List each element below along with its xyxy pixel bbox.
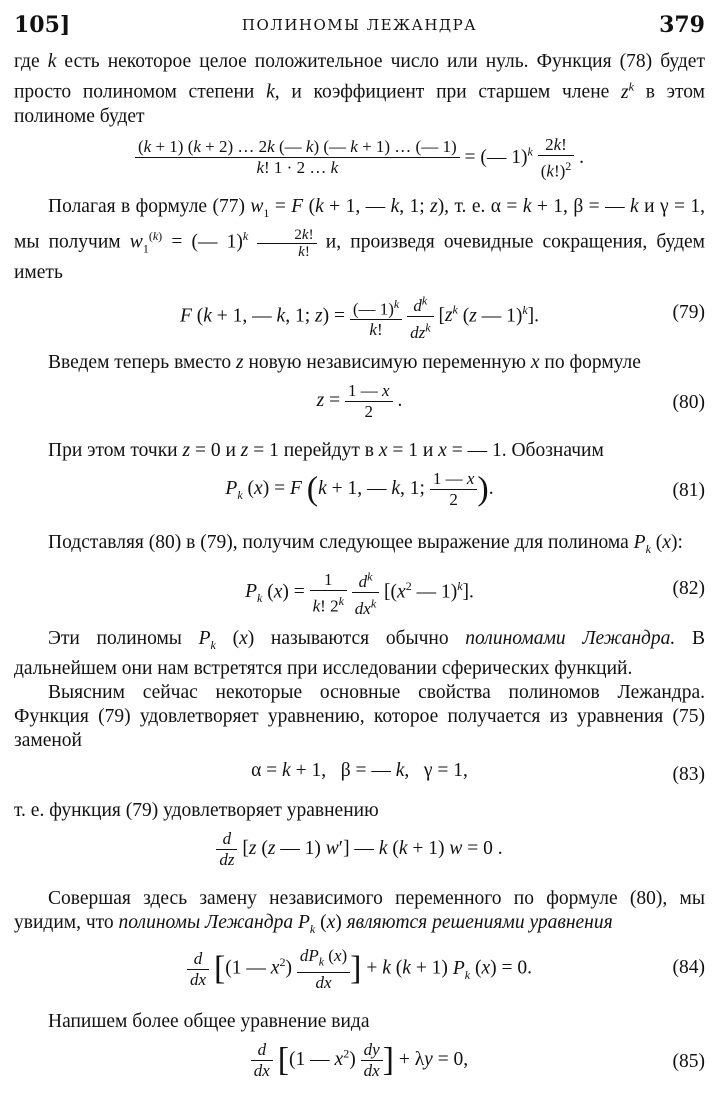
page-header xyxy=(14,8,705,38)
paragraph-substitute-80-79: Подставляя (80) в (79), получим следующее выражение для полинома $P_k$ (x): xyxy=(48,531,683,556)
equation-hypergeometric: $\frac{d}{dz}$ [z (z — 1) w′] — k (k + 1) w = 0 . xyxy=(14,829,705,873)
equation-83: α = k + 1, β = — k, γ = 1, (83) xyxy=(251,759,705,785)
equation-79: F (k + 1, — k, 1; z) = $\frac{(— 1)^k}{k!}$ $\frac{d^k}{dz^k}$ [$z^k$ (z — 1)$^k$]. (79) xyxy=(14,291,705,337)
page-body xyxy=(14,50,705,1096)
paragraph-points: При этом точки z = 0 и z = 1 перейдут в x = 1 и x = — 1. Обозначим xyxy=(48,439,604,461)
equation-number: (79) xyxy=(672,301,705,323)
paragraph-satisfies: т. е. функция (79) удовлетворяет уравнению xyxy=(14,799,379,821)
equation-81: $P_k$ (x) = F (k + 1, — k, 1; $\frac{1 — x}{2}$ ). (81) xyxy=(225,468,705,509)
equation-number: (84) xyxy=(672,957,705,979)
paragraph-general: Напишем более общее уравнение вида xyxy=(48,1011,370,1033)
equation-85: $\frac{d}{dx}$ [(1 — $x^2$) $\frac{dy}{dx}$ ] + λy = 0, (85) xyxy=(14,1040,705,1090)
section-number: 105] xyxy=(14,12,71,38)
equation-84: $\frac{d}{dx}$ [(1 — $x^2$) $\frac{dP_k (x)}{dx}$ ] + k (k + 1) $P_k$ (x) = 0. (84) xyxy=(14,946,705,996)
paragraph-intro: где k есть некоторое целое положительное число или нуль. Функция (78) будет просто полиномом степени k, и коэффициент при старшем члене $z^k$ в этом полиноме будет xyxy=(14,51,705,127)
paragraph-substitution: Полагая в формуле (77) $w_1 = F$ (k + 1, — k, 1; z), т. е. α = k + 1, β = — k и γ = 1, мы получим $w_1^{(k)}$ = (— 1)$^k$ $\frac{2k!}{k!}$ и, произведя очевидные сокращения, будем иметь xyxy=(14,195,706,283)
equation-number: (81) xyxy=(672,479,705,501)
equation-number: (85) xyxy=(672,1051,705,1073)
equation-number: (83) xyxy=(672,763,705,785)
equation-80: z = $\frac{1 — x}{2}$ . (80) xyxy=(316,380,705,421)
equation-number: (80) xyxy=(672,391,705,413)
page-number: 379 xyxy=(659,12,705,38)
paragraph-solutions: Совершая здесь замену независимого переменного по формуле (80), мы увидим, что полиномы Лежандра $P_k$ (x) являются решениями уравнения xyxy=(14,887,705,936)
equation-coefficient: $\frac{(k + 1) (k + 2) \dots 2k (— k) (— k + 1) \dots (— 1)}{k! 1 \cdot 2 \dots k}$ = (— 1)$^k$ $\frac{2k!}{(k!)^2}$ . xyxy=(14,135,705,181)
paragraph-new-variable: Введем теперь вместо z новую независимую переменную x по формуле xyxy=(48,351,641,373)
equation-number: (82) xyxy=(672,577,705,599)
paragraph-legendre-name: Эти полиномы $P_k$ (x) называются обычно полиномами Лежандра. В дальнейшем они нам встретятся при исследовании сферических функций. xyxy=(14,627,705,679)
running-title: ПОЛИНОМЫ ЛЕЖАНДРА xyxy=(241,16,478,34)
paragraph-properties: Выясним сейчас некоторые основные свойства полиномов Лежандра. Функция (79) удовлетворяет уравнению, которое получается из уравнения (75) заменой xyxy=(14,681,705,751)
equation-82: $P_k$ (x) = $\frac{1}{k! 2^k}$ $\frac{d^k}{dx^k}$ [($x^2$ — 1)$^k$]. (82) xyxy=(14,567,705,613)
